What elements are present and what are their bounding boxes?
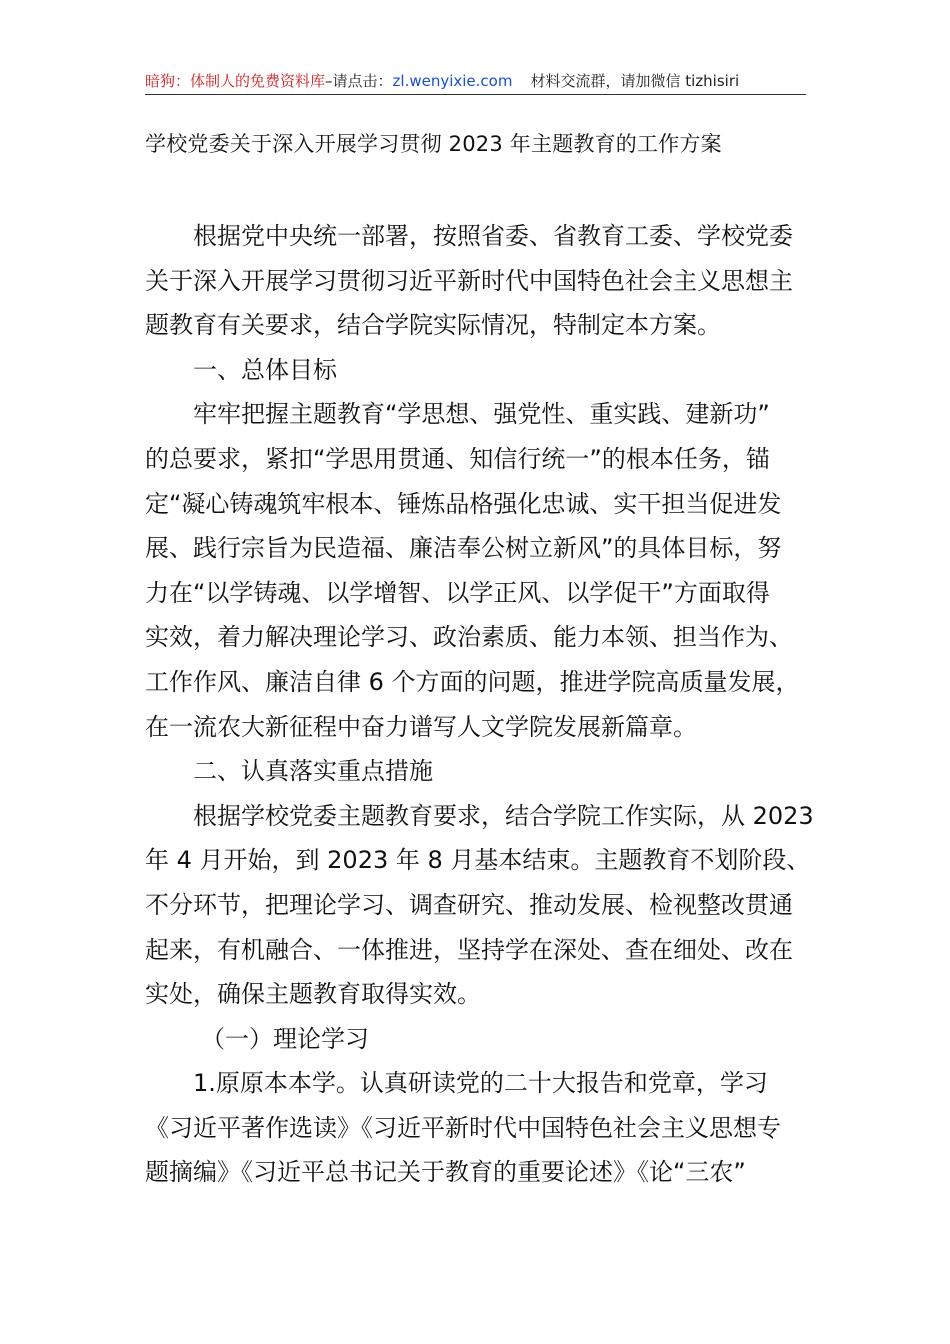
subsection-heading: （一）理论学习 <box>201 1024 369 1053</box>
paragraph-line: 定“凝心铸魂筑牢根本、锤炼品格强化忠诚、实干担当促进发 <box>145 489 782 518</box>
paragraph-line: 工作作风、廉洁自律 6 个方面的问题，推进学院高质量发展， <box>145 667 800 696</box>
paragraph-line: 牢牢把握主题教育“学思想、强党性、重实践、建新功” <box>193 400 770 429</box>
paragraph-line: 题摘编》《习近平总书记关于教育的重要论述》《论“三农” <box>145 1158 746 1187</box>
paragraph-line: 力在“以学铸魂、以学增智、以学正风、以学促干”方面取得 <box>145 578 770 607</box>
paragraph-line: 年 4 月开始，到 2023 年 8 月基本结束。主题教育不划阶段、 <box>145 846 811 875</box>
paragraph-line: 《习近平著作选读》《习近平新时代中国特色社会主义思想专 <box>145 1113 781 1142</box>
paragraph-line: 不分环节，把理论学习、调查研究、推动发展、检视整改贯通 <box>145 890 793 919</box>
paragraph-line: 根据党中央统一部署，按照省委、省教育工委、学校党委 <box>193 222 793 250</box>
paragraph-line: 展、践行宗旨为民造福、廉洁奉公树立新风”的具体目标，努 <box>145 534 782 563</box>
paragraph-line: 实效，着力解决理论学习、政治素质、能力本领、担当作为、 <box>145 623 793 652</box>
paragraph-line: 1.原原本本学。认真研读党的二十大报告和党章，学习 <box>193 1069 768 1098</box>
header-click-text: –请点击： <box>325 72 393 90</box>
paragraph-line: 关于深入开展学习贯彻习近平新时代中国特色社会主义思想主 <box>145 266 793 295</box>
document-title: 学校党委关于深入开展学习贯彻 2023 年主题教育的工作方案 <box>145 132 722 156</box>
page-header <box>145 70 806 95</box>
header-brand: 暗狗：体制人的免费资料库 <box>145 72 326 90</box>
paragraph-line: 根据学校党委主题教育要求，结合学院工作实际，从 2023 <box>193 801 814 830</box>
header-link[interactable]: zl.wenyixie.com <box>392 72 513 90</box>
paragraph-line: 的总要求，紧扣“学思用贯通、知信行统一”的根本任务，锚 <box>145 444 770 473</box>
paragraph-line: 题教育有关要求，结合学院实际情况，特制定本方案。 <box>145 311 721 340</box>
paragraph-line: 起来，有机融合、一体推进，坚持学在深处、查在细处、改在 <box>145 935 793 964</box>
section-heading: 一、总体目标 <box>193 355 337 384</box>
header-group-text: 材料交流群，请加微信 tizhisiri <box>530 72 740 90</box>
paragraph-line: 实处，确保主题教育取得实效。 <box>145 980 481 1009</box>
document-body <box>145 214 814 1195</box>
section-heading: 二、认真落实重点措施 <box>193 757 433 786</box>
paragraph-line: 在一流农大新征程中奋力谱写人文学院发展新篇章。 <box>145 712 697 741</box>
